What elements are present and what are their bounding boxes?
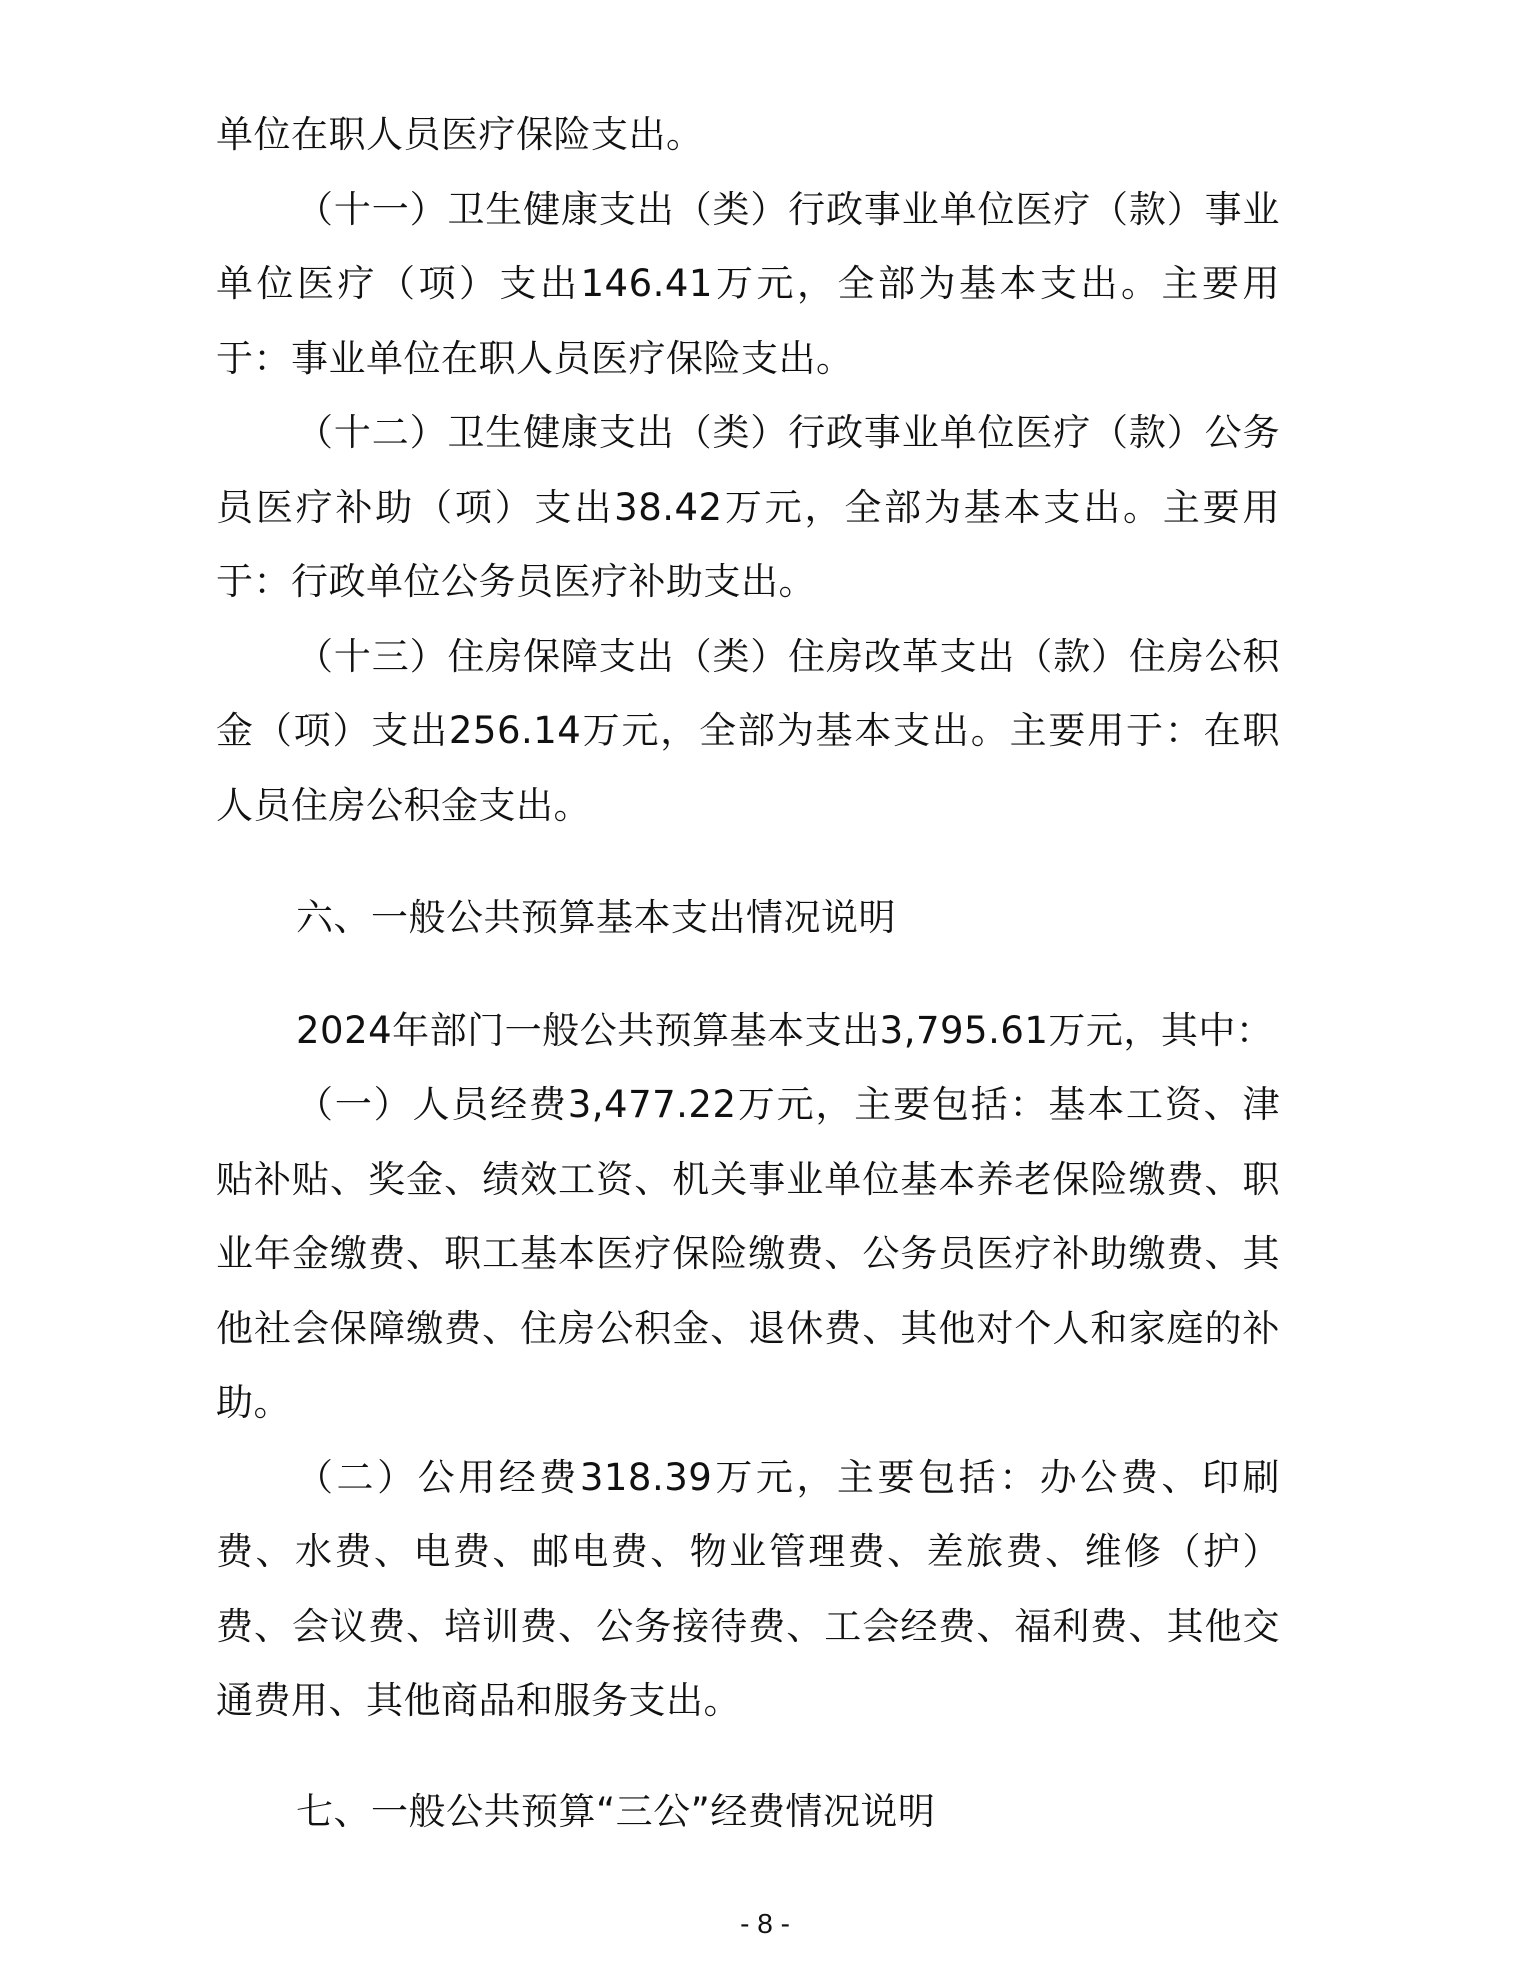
paragraph-item-13: （十三）住房保障支出（类）住房改革支出（款）住房公积金（项）支出256.14万元，全部为基本支出。主要用于：在职人员住房公积金支出。 bbox=[216, 634, 1280, 827]
paragraph-item-11: （十一）卫生健康支出（类）行政事业单位医疗（款）事业单位医疗（项）支出146.41万元，全部为基本支出。主要用于：事业单位在职人员医疗保险支出。 bbox=[216, 187, 1280, 380]
paragraph-public-expenses: （二）公用经费318.39万元，主要包括：办公费、印刷费、水费、电费、邮电费、物业管理费、差旅费、维修（护）费、会议费、培训费、公务接待费、工会经费、福利费、其他交通费用、其他商品和服务支出。 bbox=[216, 1455, 1280, 1722]
paragraph-basic-expenditure-summary: 2024年部门一般公共预算基本支出3,795.61万元，其中： bbox=[296, 1008, 1274, 1052]
paragraph-item-12: （十二）卫生健康支出（类）行政事业单位医疗（款）公务员医疗补助（项）支出38.42万元，全部为基本支出。主要用于：行政单位公务员医疗补助支出。 bbox=[216, 411, 1280, 603]
section-heading-6: 六、一般公共预算基本支出情况说明 bbox=[296, 896, 896, 939]
section-heading-7: 七、一般公共预算“三公”经费情况说明 bbox=[296, 1789, 936, 1833]
document-page bbox=[216, 98, 1280, 1849]
paragraph-continuation: 单位在职人员医疗保险支出。 bbox=[216, 113, 704, 156]
paragraph-personnel-expenses: （一）人员经费3,477.22万元，主要包括：基本工资、津贴补贴、奖金、绩效工资、机关事业单位基本养老保险缴费、职业年金缴费、职工基本医疗保险缴费、公务员医疗补助缴费、其他社会保障缴费、住房公积金、退休费、其他对个人和家庭的补助。 bbox=[216, 1083, 1280, 1424]
page-number: - 8 - bbox=[740, 1908, 790, 1939]
